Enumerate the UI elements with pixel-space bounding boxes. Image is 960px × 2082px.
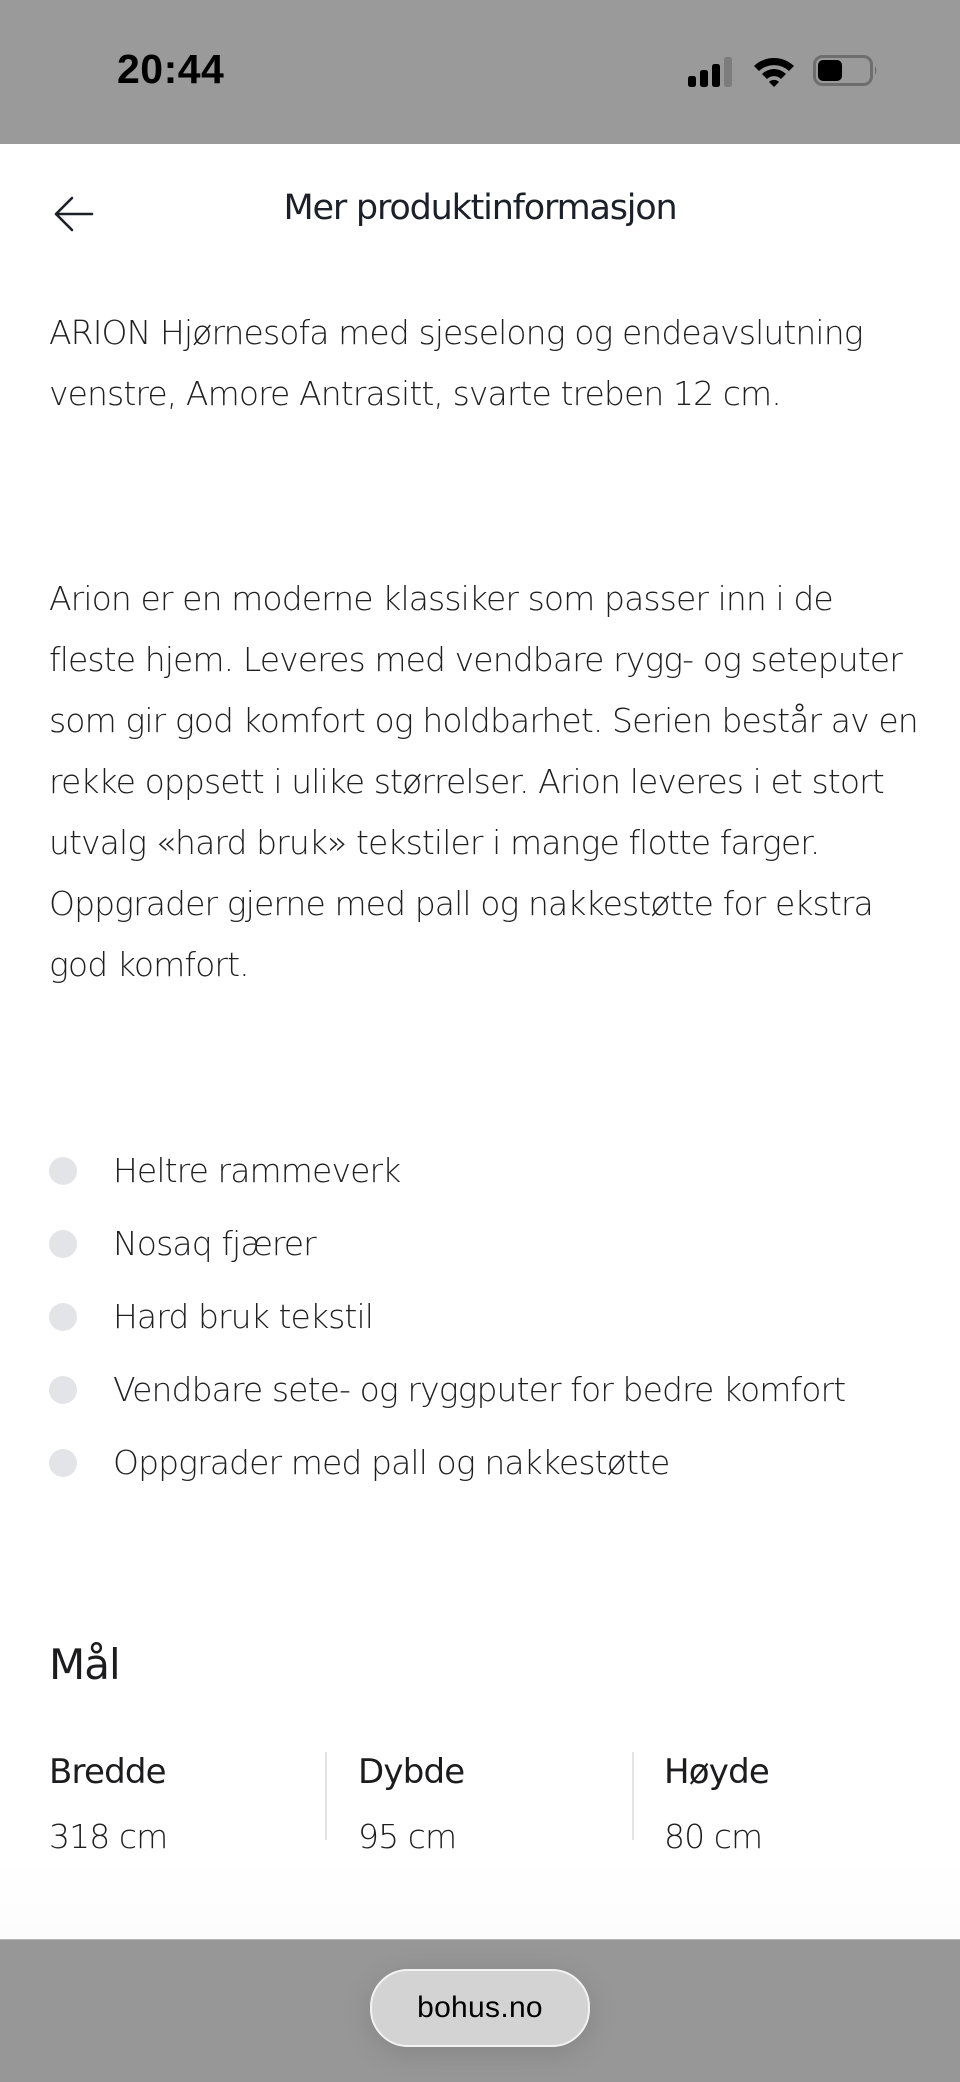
bullet-icon bbox=[49, 1230, 77, 1258]
dimension-label: Høyde bbox=[664, 1752, 769, 1792]
feature-item bbox=[49, 1432, 924, 1493]
status-bar bbox=[0, 0, 960, 144]
product-intro-text: ARION Hjørnesofa med sjeselong og endeavslutning venstre, Amore Antrasitt, svarte treben 12 cm. bbox=[49, 313, 863, 413]
product-description-text: Arion er en moderne klassiker som passer inn i de fleste hjem. Leveres med vendbare rygg- og seteputer som gir god komfort og holdbarhet. Serien består av en rekke oppsett i ulike størrelser. Arion leveres i et stort utvalg «hard bruk» tekstiler i mange flotte farger. Oppgrader gjerne med pall og nakkestøtte for ekstra god komfort. bbox=[49, 579, 918, 984]
dimension-value: 80 cm bbox=[664, 1817, 763, 1856]
feature-item bbox=[49, 1359, 924, 1420]
dimension-label: Dybde bbox=[358, 1752, 465, 1792]
dimension-value: 95 cm bbox=[358, 1817, 457, 1856]
page-title: Mer produktinformasjon bbox=[283, 188, 677, 228]
page-header bbox=[0, 170, 960, 254]
dimension-height bbox=[632, 1752, 769, 1856]
feature-text: Vendbare sete- og ryggputer for bedre komfort bbox=[113, 1370, 846, 1409]
wifi-icon bbox=[752, 54, 796, 88]
dimensions-heading: Mål bbox=[49, 1640, 120, 1689]
dimension-value: 318 cm bbox=[49, 1817, 168, 1856]
content-fade bbox=[0, 1860, 960, 1939]
dimension-width bbox=[49, 1740, 168, 1856]
feature-item bbox=[49, 1213, 924, 1274]
cellular-signal-icon bbox=[688, 57, 736, 87]
feature-text: Nosaq fjærer bbox=[113, 1224, 316, 1263]
feature-item bbox=[49, 1140, 924, 1201]
feature-text: Hard bruk tekstil bbox=[113, 1297, 374, 1336]
bullet-icon bbox=[49, 1303, 77, 1331]
battery-icon bbox=[813, 55, 879, 86]
feature-item bbox=[49, 1286, 924, 1347]
dimensions-table bbox=[49, 1740, 919, 1856]
feature-list bbox=[49, 1140, 924, 1505]
dimension-depth bbox=[325, 1752, 465, 1856]
url-bar-button[interactable] bbox=[370, 1969, 590, 2047]
status-time: 20:44 bbox=[117, 46, 225, 92]
bullet-icon bbox=[49, 1449, 77, 1477]
browser-bottom-bar bbox=[0, 1939, 960, 2082]
bullet-icon bbox=[49, 1157, 77, 1185]
dimension-label: Bredde bbox=[49, 1752, 166, 1792]
bullet-icon bbox=[49, 1376, 77, 1404]
feature-text: Heltre rammeverk bbox=[113, 1151, 401, 1190]
url-text: bohus.no bbox=[417, 1991, 543, 2024]
feature-text: Oppgrader med pall og nakkestøtte bbox=[113, 1443, 670, 1482]
